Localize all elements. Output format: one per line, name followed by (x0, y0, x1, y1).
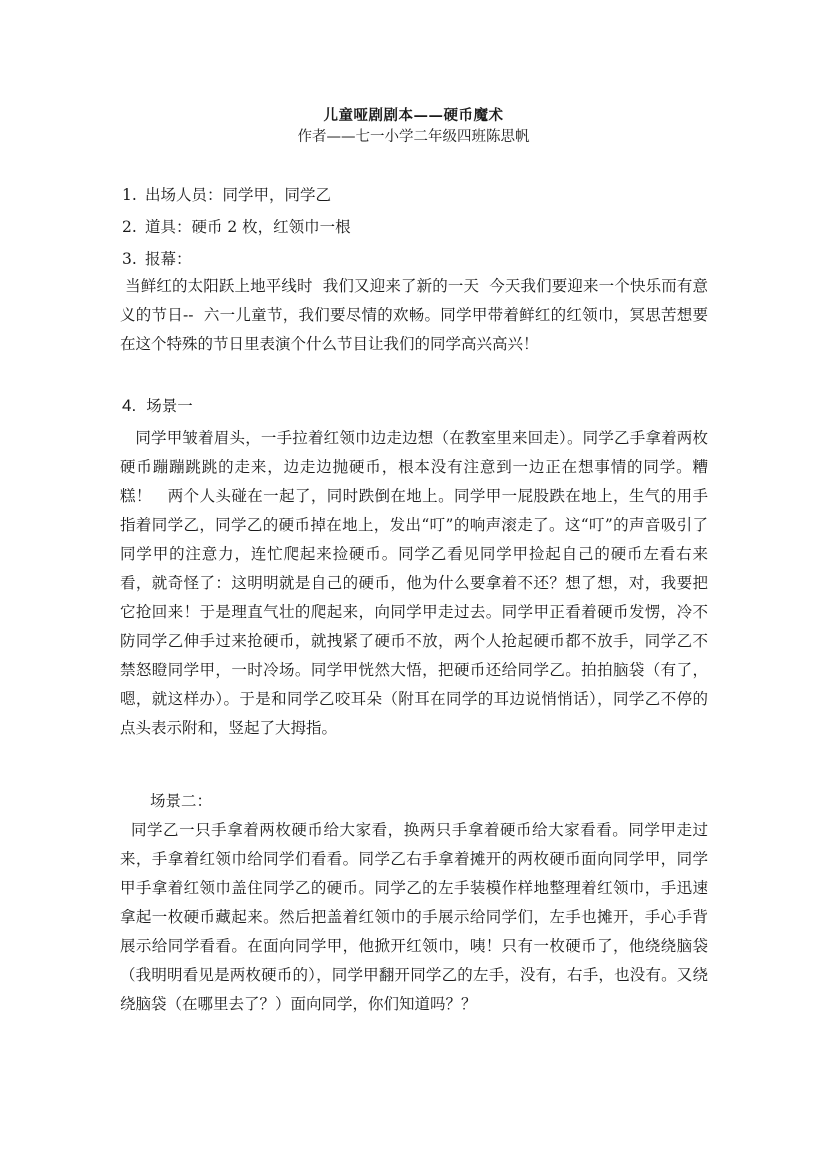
list-number: 3. (122, 250, 137, 268)
list-number: 2. (122, 218, 137, 236)
list-item-announcement (122, 247, 191, 269)
author-line: 作者——七一小学二年级四班陈思帆 (297, 129, 530, 145)
list-item-cast (122, 183, 331, 205)
scene-two-paragraph: 同学乙一只手拿着两枚硬币给大家看，换两只手拿着硬币给大家看看。同学甲走过来，手拿着红领巾给同学们看看。同学乙右手拿着摊开的两枚硬币面向同学甲，同学甲手拿着红领巾盖住同学乙的硬币。同学乙的左手装模作样地整理着红领巾，手迅速拿起一枚硬币藏起来。然后把盖着红领巾的手展示给同学们，左手也摊开，手心手背展示给同学看看。在面向同学甲，他掀开红领巾，咦！只有一枚硬币了，他绕绕脑袋（我明明看见是两枚硬币的），同学甲翻开同学乙的左手，没有，右手，也没有。又绕绕脑袋（在哪里去了？）面向同学，你们知道吗？？ (120, 821, 708, 1013)
announcement-paragraph: 当鲜红的太阳跃上地平线时 我们又迎来了新的一天 今天我们要迎来一个快乐而有意义的节日-- 六一儿童节，我们要尽情的欢畅。同学甲带着鲜红的红领巾，冥思苦想要在这个特殊的节日里表演个什么节目让我们的同学高兴高兴！ (120, 277, 708, 353)
list-number: 1. (122, 186, 137, 204)
scene-title: 场景一 (146, 397, 193, 415)
list-text: 报幕： (144, 250, 192, 268)
list-item-props (122, 215, 351, 237)
list-text: 道具：硬币 2 枚，红领巾一根 (144, 218, 351, 236)
scene-one-heading (122, 394, 193, 416)
scene-one-paragraph: 同学甲皱着眉头，一手拉着红领巾边走边想（在教室里来回走）。同学乙手拿着两枚硬币蹦蹦跳跳的走来，边走边抛硬币，根本没有注意到一边正在想事情的同学。糟糕！ 两个人头碰在一起了，同时跌倒在地上。同学甲一屁股跌在地上，生气的用手指着同学乙，同学乙的硬币掉在地上，发出“叮”的响声滚走了。这“叮”的声音吸引了同学甲的注意力，连忙爬起来捡硬币。同学乙看见同学甲捡起自己的硬币左看右来看，就奇怪了：这明明就是自己的硬币，他为什么要拿着不还？想了想，对，我要把它抢回来！于是理直气壮的爬起来，向同学甲走过去。同学甲正看着硬币发愣，冷不防同学乙伸手过来抢硬币，就拽紧了硬币不放，两个人抢起硬币都不放手，同学乙不禁怒瞪同学甲，一时冷场。同学甲恍然大悟，把硬币还给同学乙。拍拍脑袋（有了，嗯，就这样办）。于是和同学乙咬耳朵（附耳在同学的耳边说悄悄话），同学乙不停的点头表示附和，竖起了大拇指。 (120, 429, 708, 737)
list-text: 出场人员：同学甲，同学乙 (144, 186, 331, 204)
script-title: 儿童哑剧剧本——硬币魔术 (323, 107, 504, 124)
scene-two-heading: 场景二： (150, 792, 213, 810)
scene-number: 4. (122, 396, 137, 415)
